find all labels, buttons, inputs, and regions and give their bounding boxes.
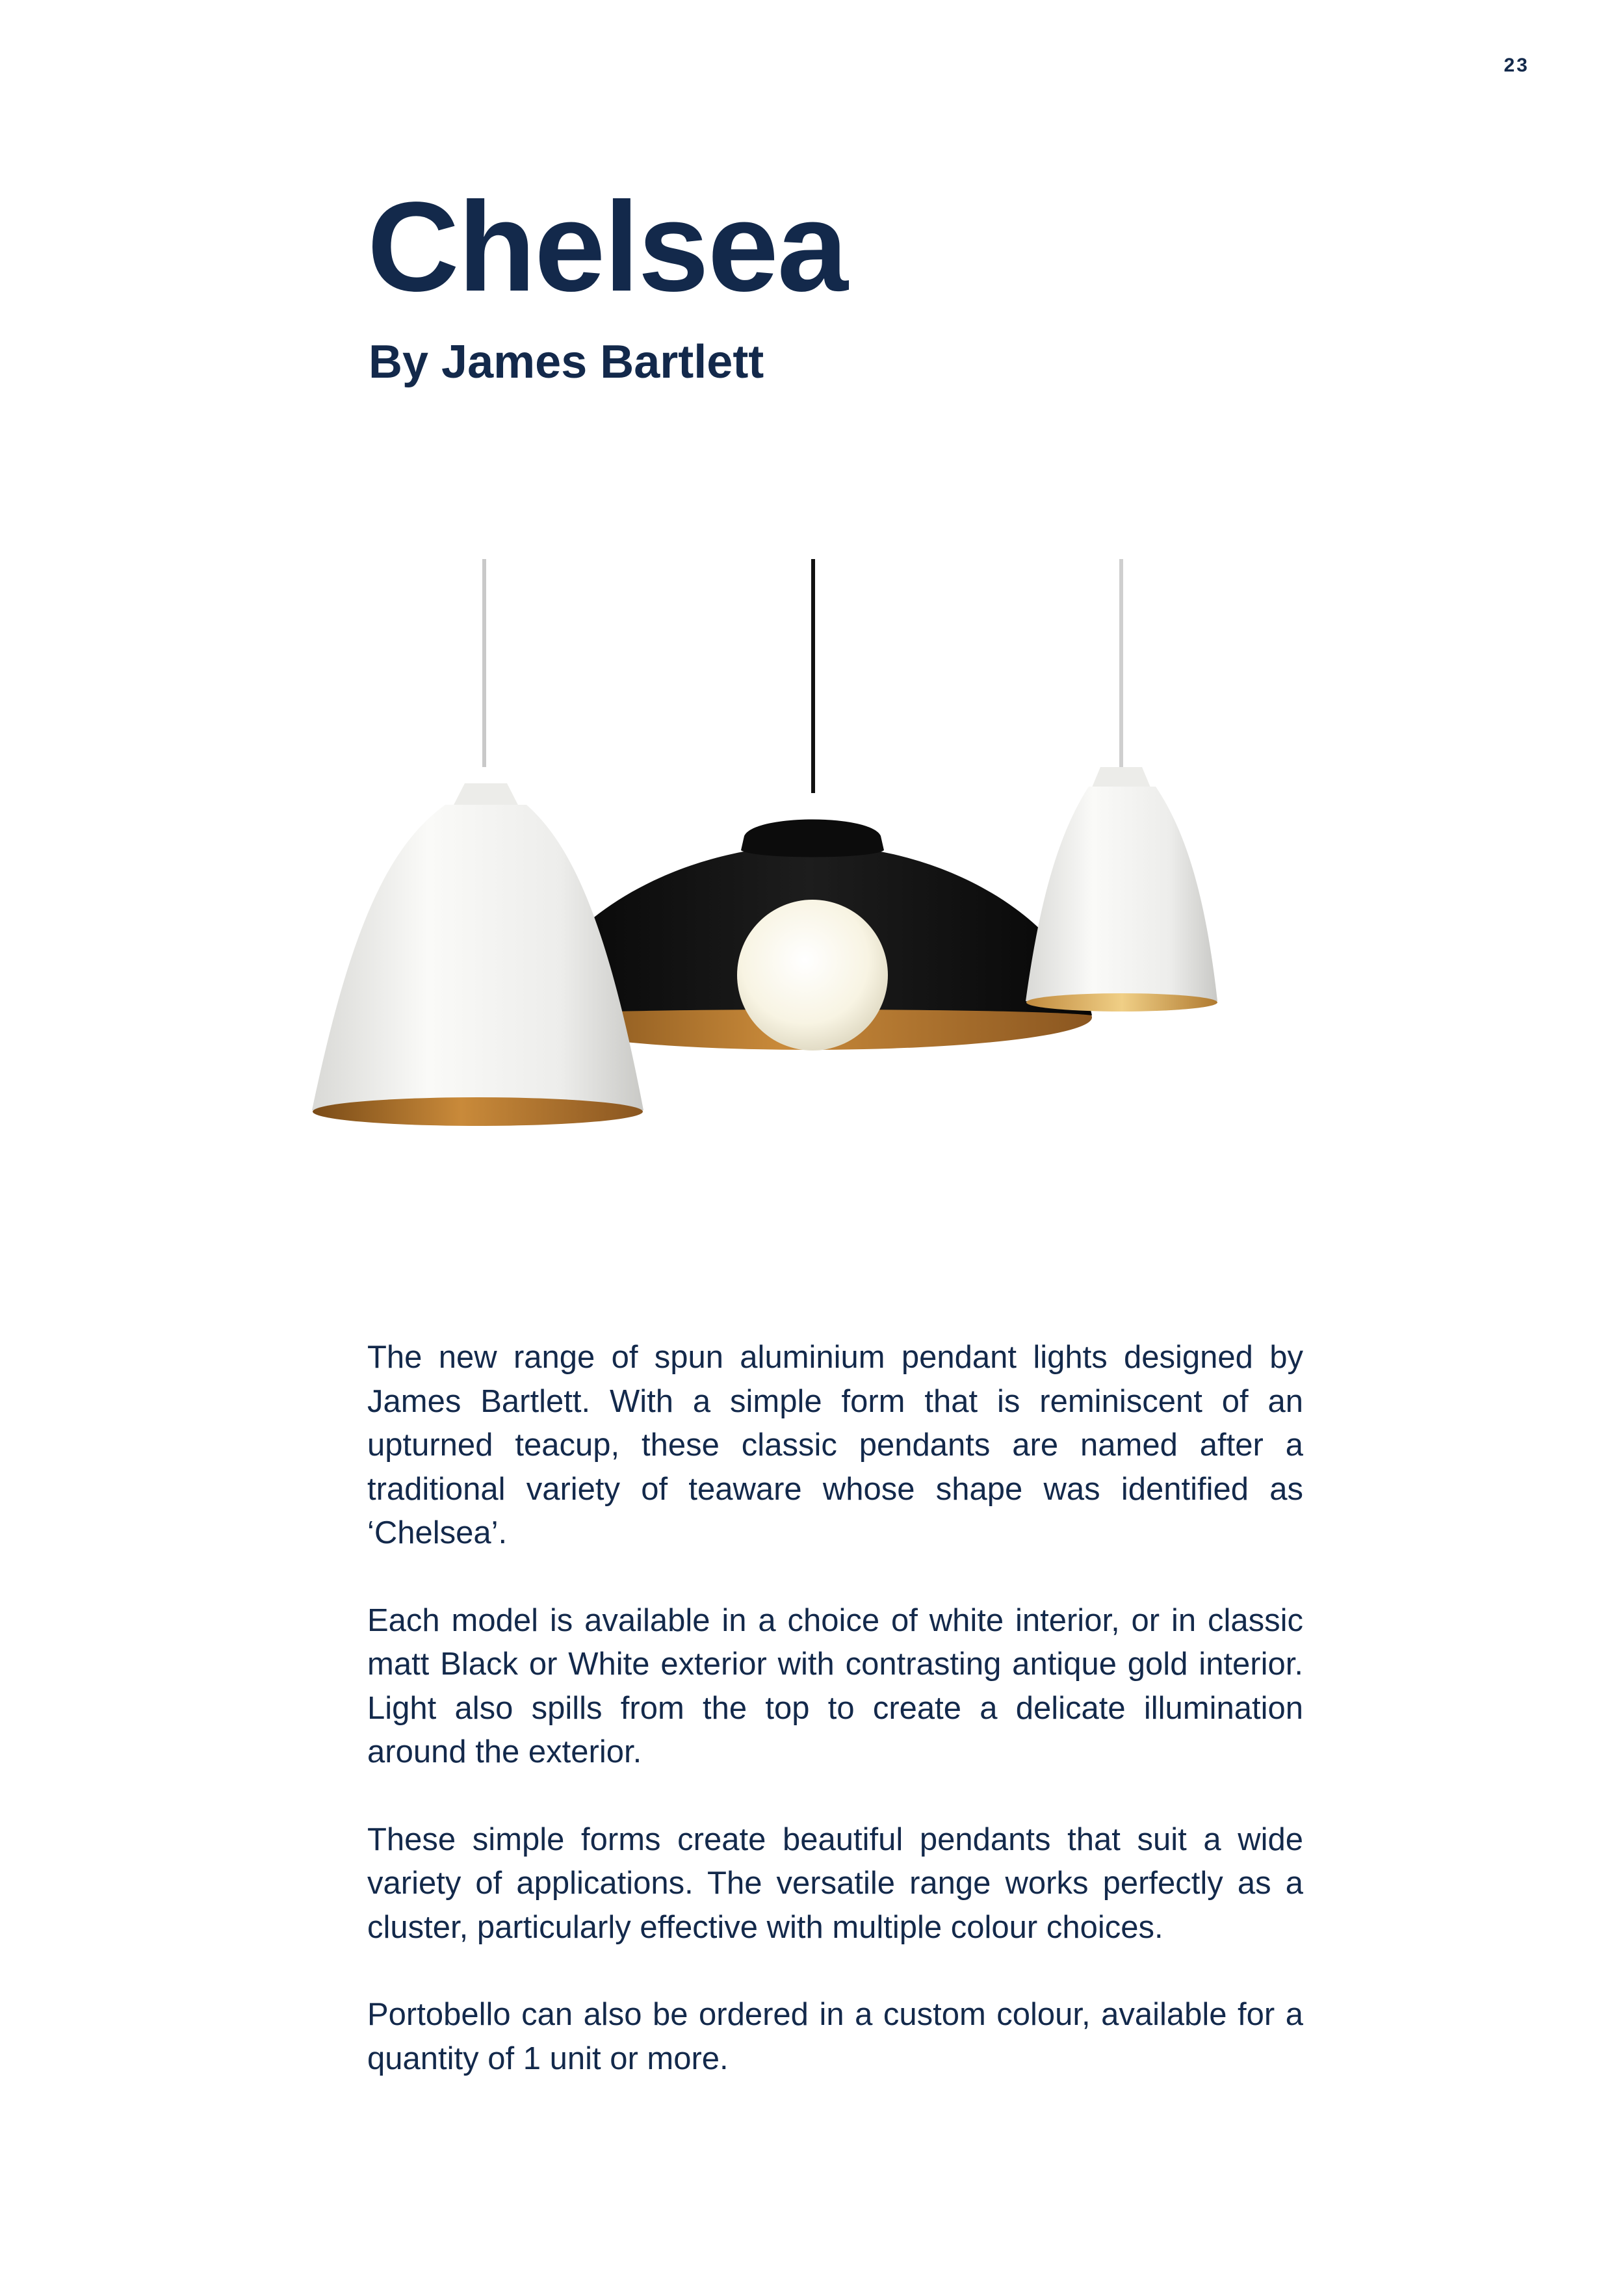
product-title: Chelsea: [367, 176, 847, 318]
description-paragraph: Each model is available in a choice of white interior, or in classic matt Black or White exterior with contrasting antique gold interior. Light also spills from the top to create a delicate illumination around the exterior.: [367, 1602, 1303, 1769]
product-photo: [312, 559, 1235, 1144]
white-pendant-small-icon: [1026, 767, 1217, 1011]
page-number: 23: [1503, 55, 1529, 76]
designer-credit: By James Bartlett: [369, 336, 764, 388]
pendant-cords: [482, 559, 1123, 793]
product-description: [367, 1336, 1303, 2124]
description-paragraph: The new range of spun aluminium pendant lights designed by James Bartlett. With a simple form that is reminiscent of an upturned teacup, these classic pendants are named after a traditional variety of teaware whose shape was identified as ‘Chelsea’.: [367, 1340, 1303, 1550]
description-paragraph: Portobello can also be ordered in a custom colour, available for a quantity of 1 unit or more.: [367, 1997, 1303, 2076]
white-pendant-large-icon: [312, 783, 643, 1126]
description-paragraph: These simple forms create beautiful pendants that suit a wide variety of applications. The versatile range works perfectly as a cluster, particularly effective with multiple colour choices.: [367, 1821, 1303, 1945]
